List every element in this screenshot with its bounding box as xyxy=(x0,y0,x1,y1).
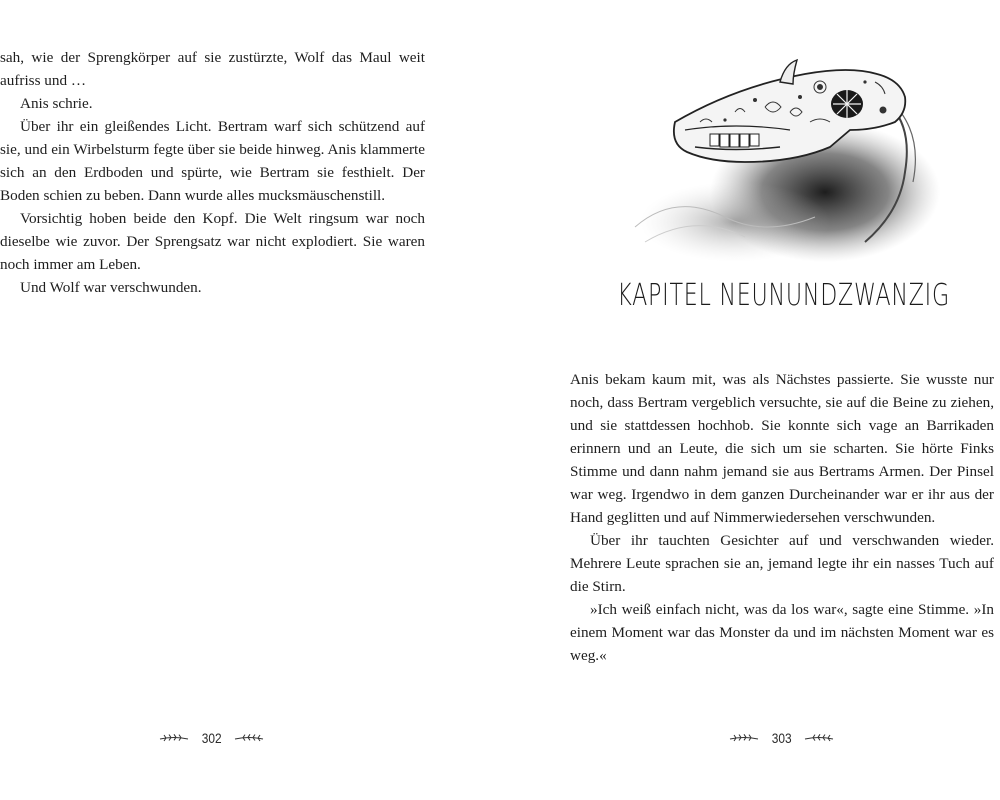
paragraph: Über ihr tauchten Gesichter auf und verschwanden wieder. Mehrere Leute sprachen sie an, jemand legte ihr ein nasses Tuch auf die Stirn. xyxy=(570,532,994,595)
paragraph: Anis bekam kaum mit, was als Nächstes passierte. Sie wusste nur noch, dass Bertram vergeblich versuchte, sie auf die Beine zu ziehen, und sie stattdessen hochhob. Sie konnte sich vage an Barrikaden erinnern und an Leute, die sich um sie scharten. Sie hörte Finks Stimme und dann nahm jemand sie aus Bertrams Armen. Der Pinsel war weg. Irgendwo in dem ganzen Durcheinander war er ihr aus der Hand geglitten und auf Nimmerwiedersehen verschwunden. xyxy=(570,371,994,526)
page-footer xyxy=(728,730,835,746)
paragraph: »Ich weiß einfach nicht, was da los war«, sagte eine Stimme. »In einem Moment war das Monster da und im nächsten Moment war es weg.« xyxy=(570,601,994,664)
left-flourish-icon xyxy=(158,732,190,744)
right-page-body xyxy=(570,368,994,667)
left-page-body xyxy=(0,46,425,299)
ornamented-horse-skull-icon xyxy=(615,52,945,267)
right-page xyxy=(560,0,1000,800)
chapter-title: KAPITEL NEUNUNDZWANZIG xyxy=(617,278,950,313)
page-footer xyxy=(158,730,265,746)
paragraph: Anis schrie. xyxy=(20,95,93,112)
left-flourish-icon xyxy=(728,732,760,744)
page-number: 302 xyxy=(201,730,222,746)
paragraph: sah, wie der Sprengkörper auf sie zustürzte, Wolf das Maul weit aufriss und … xyxy=(0,49,425,89)
left-page xyxy=(0,0,440,800)
paragraph: Und Wolf war verschwunden. xyxy=(20,279,202,296)
paragraph: Vorsichtig hoben beide den Kopf. Die Welt ringsum war noch dieselbe wie zuvor. Der Sprengsatz war nicht explodiert. Sie waren noch immer am Leben. xyxy=(0,210,425,273)
page-number: 303 xyxy=(771,730,792,746)
paragraph: Über ihr ein gleißendes Licht. Bertram warf sich schützend auf sie, und ein Wirbelsturm fegte über sie beide hinweg. Anis klammerte sich an den Erdboden und spürte, wie Bertram sie festhielt. Der Boden schien zu beben. Dann wurde alles mucksmäuschenstill. xyxy=(0,118,425,204)
right-flourish-icon xyxy=(803,732,835,744)
right-flourish-icon xyxy=(233,732,265,744)
